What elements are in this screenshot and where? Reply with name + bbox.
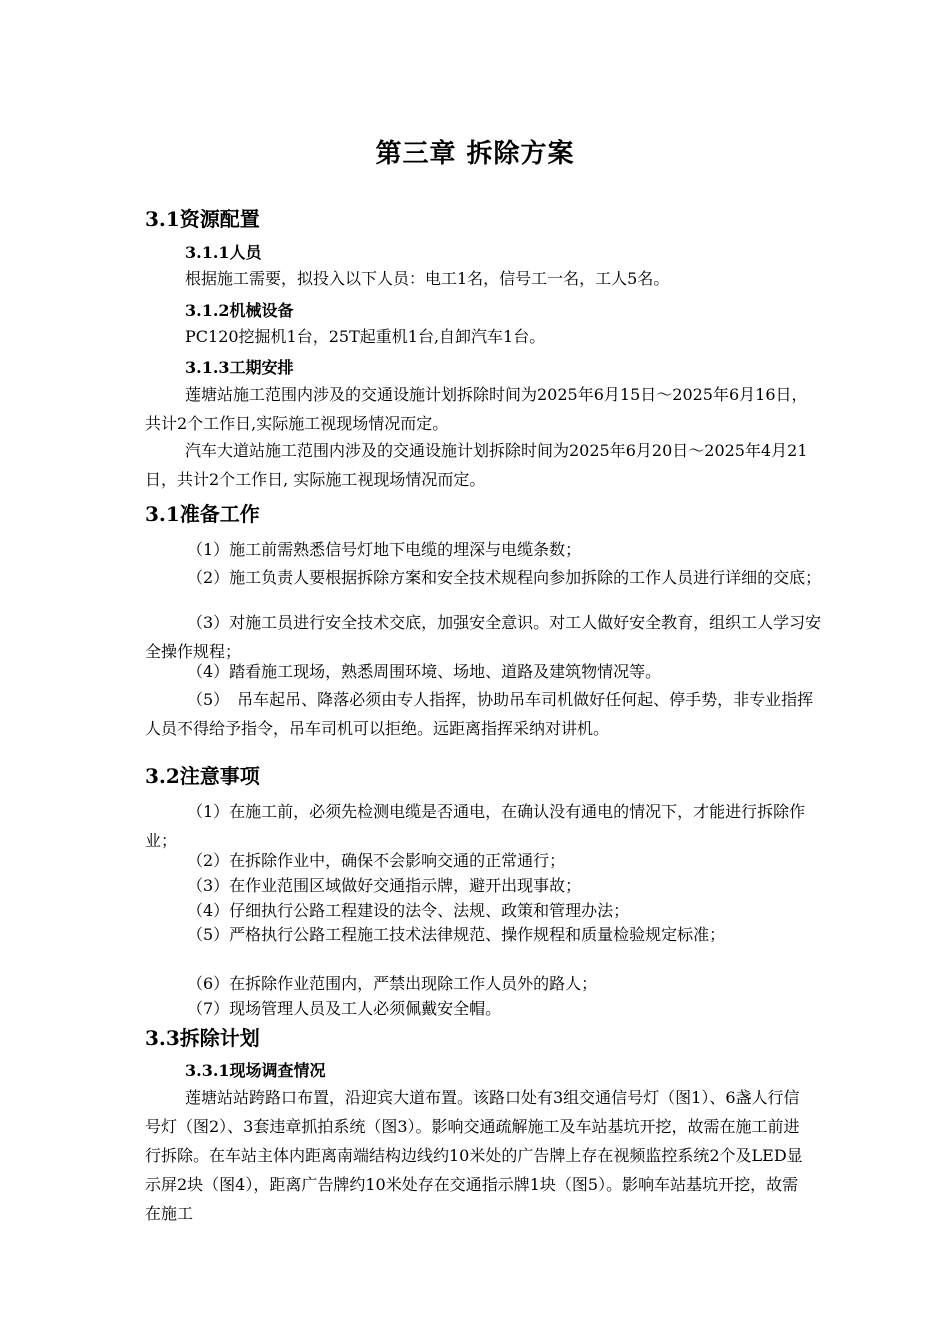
prep-item: （1）施工前需熟悉信号灯地下电缆的埋深与电缆条数；: [187, 540, 582, 559]
section-resource-title: 3.1资源配置: [145, 207, 260, 231]
prep-item: （2）施工负责人要根据拆除方案和安全技术规程向参加拆除的工作人员进行详细的交底；: [187, 568, 822, 587]
notes-item: （5）严格执行公路工程施工技术法律规范、操作规程和质量检验规定标准；: [187, 925, 726, 944]
equipment-text: PC120挖掘机1台，25T起重机1台,自卸汽车1台。: [185, 327, 546, 346]
schedule-text-1: 莲塘站施工范围内涉及的交通设施计划拆除时间为2025年6月15日～2025年6月16日，共计2个工作日,实际施工视现场情况而定。: [145, 385, 808, 433]
subsection-survey-title: 3.3.1现场调查情况: [185, 1061, 326, 1080]
section-plan-title: 3.3拆除计划: [145, 1026, 260, 1050]
subsection-schedule-title: 3.1.3工期安排: [185, 358, 294, 377]
schedule-text-2: 汽车大道站施工范围内涉及的交通设施计划拆除时间为2025年6月20日～2025年4月21日，共计2个工作日, 实际施工视现场情况而定。: [145, 441, 808, 489]
survey-text: 莲塘站站跨路口布置，沿迎宾大道布置。该路口处有3组交通信号灯（图1）、6盏人行信号灯（图2）、3套违章抓拍系统（图3）。影响交通疏解施工及车站基坑开挖，故需在施工前进行拆除。在车站主体内距离南端结构边线约10米处的广告牌上存在视频监控系统2个及LED显示屏2块（图4），距离广告牌约10米处存在交通指示牌1块（图5）。影响车站基坑开挖，故需在施工: [145, 1088, 803, 1223]
notes-item: （6）在拆除作业范围内，严禁出现除工作人员外的路人；: [187, 974, 598, 993]
notes-item: （4）仔细执行公路工程建设的法令、法规、政策和管理办法；: [187, 901, 630, 920]
notes-item: （3）在作业范围区域做好交通指示牌，避开出现事故；: [187, 876, 582, 895]
subsection-equipment-title: 3.1.2机械设备: [185, 301, 294, 320]
personnel-text: 根据施工需要，拟投入以下人员：电工1名，信号工一名，工人5名。: [185, 269, 670, 288]
prep-item: （4）踏看施工现场，熟悉周围环境、场地、道路及建筑物情况等。: [187, 662, 662, 681]
chapter-title: 第三章 拆除方案: [375, 139, 575, 169]
notes-item: （7）现场管理人员及工人必须佩戴安全帽。: [187, 999, 502, 1018]
prep-item: （5） 吊车起吊、降落必须由专人指挥，协助吊车司机做好任何起、停手势，非专业指挥人员不得给予指令，吊车司机可以拒绝。远距离指挥采纳对讲机。: [145, 690, 814, 738]
notes-item: （2）在拆除作业中，确保不会影响交通的正常通行；: [187, 851, 566, 870]
notes-item: （1）在施工前，必须先检测电缆是否通电，在确认没有通电的情况下，才能进行拆除作业；: [145, 802, 806, 850]
subsection-personnel-title: 3.1.1人员: [185, 243, 262, 262]
section-prep-title: 3.1准备工作: [145, 502, 260, 526]
section-notes-title: 3.2注意事项: [145, 764, 260, 788]
prep-item: （3）对施工员进行安全技术交底，加强安全意识。对工人做好安全教育，组织工人学习安全操作规程；: [145, 613, 822, 661]
